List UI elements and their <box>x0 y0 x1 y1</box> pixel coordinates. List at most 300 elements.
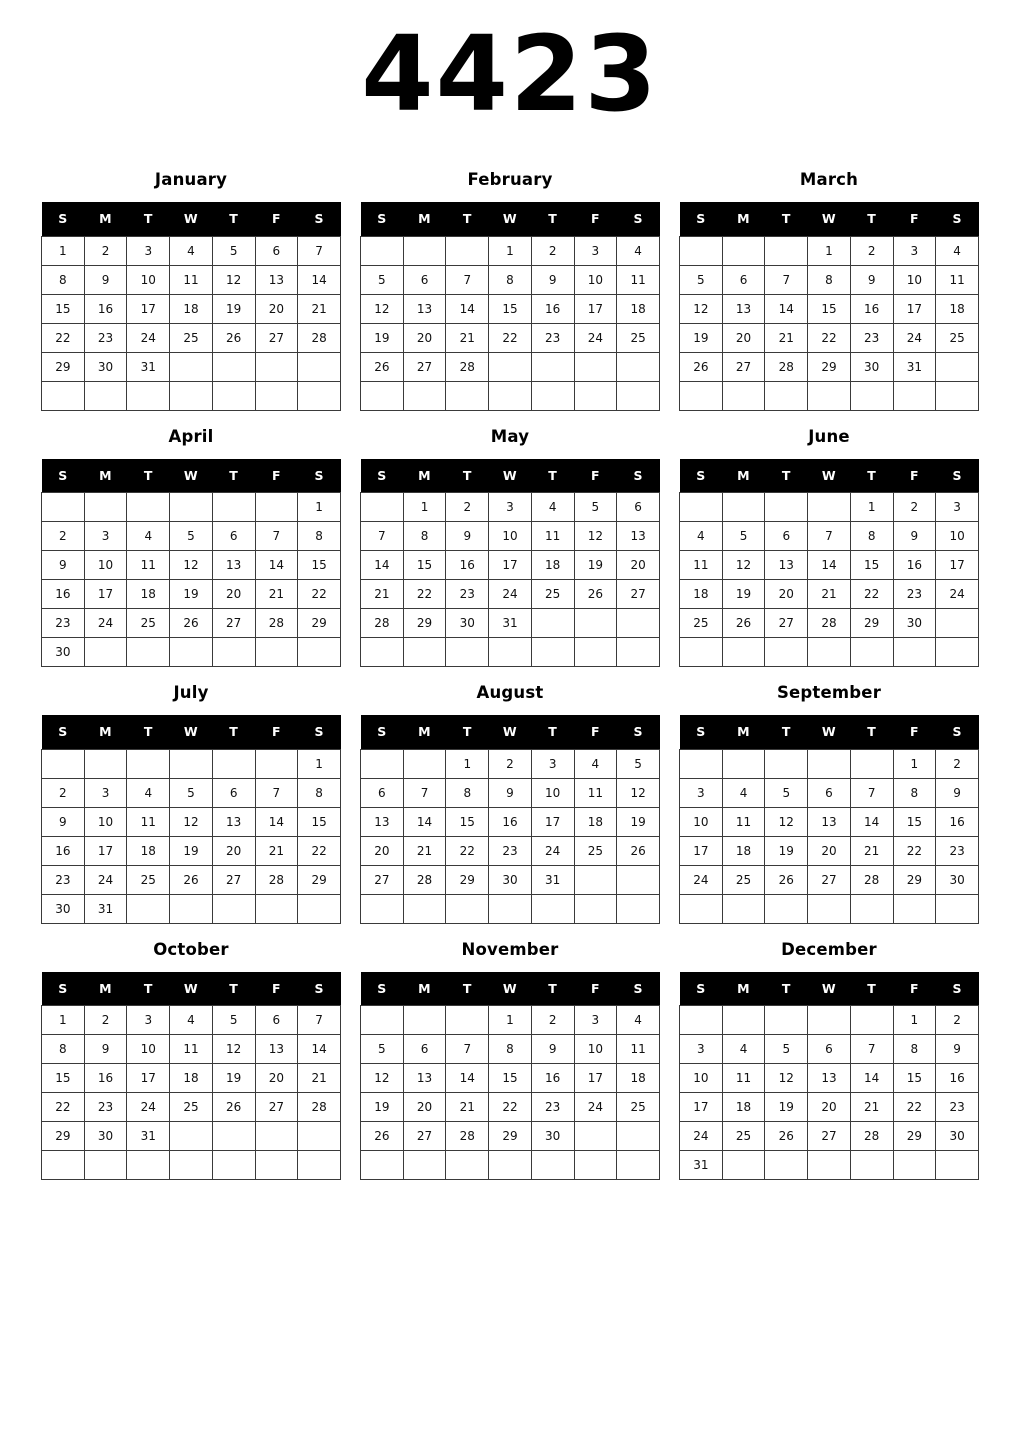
day-cell[interactable]: 29 <box>42 352 85 381</box>
day-cell[interactable]: 3 <box>84 778 127 807</box>
day-cell[interactable]: 20 <box>403 1093 446 1122</box>
day-cell[interactable]: 29 <box>893 865 936 894</box>
day-cell[interactable]: 15 <box>850 551 893 580</box>
day-cell[interactable]: 16 <box>84 294 127 323</box>
day-cell[interactable]: 26 <box>170 609 213 638</box>
day-cell[interactable]: 11 <box>127 807 170 836</box>
day-cell[interactable]: 25 <box>127 865 170 894</box>
day-cell[interactable]: 4 <box>574 749 617 778</box>
day-cell[interactable]: 12 <box>765 807 808 836</box>
day-cell[interactable]: 26 <box>722 609 765 638</box>
day-cell[interactable]: 30 <box>84 1122 127 1151</box>
day-cell[interactable]: 26 <box>765 865 808 894</box>
day-cell[interactable]: 21 <box>446 323 489 352</box>
day-cell[interactable]: 29 <box>893 1122 936 1151</box>
day-cell[interactable]: 21 <box>255 580 298 609</box>
day-cell[interactable]: 14 <box>446 294 489 323</box>
day-cell[interactable]: 30 <box>850 352 893 381</box>
day-cell[interactable]: 17 <box>893 294 936 323</box>
day-cell[interactable]: 25 <box>722 865 765 894</box>
day-cell[interactable]: 25 <box>170 1093 213 1122</box>
day-cell[interactable]: 4 <box>170 1006 213 1035</box>
day-cell[interactable]: 26 <box>617 836 660 865</box>
day-cell[interactable]: 3 <box>936 493 979 522</box>
day-cell[interactable]: 17 <box>574 1064 617 1093</box>
day-cell[interactable]: 8 <box>298 778 341 807</box>
day-cell[interactable]: 11 <box>574 778 617 807</box>
day-cell[interactable]: 8 <box>403 522 446 551</box>
day-cell[interactable]: 21 <box>361 580 404 609</box>
day-cell[interactable]: 11 <box>617 1035 660 1064</box>
day-cell[interactable]: 19 <box>722 580 765 609</box>
day-cell[interactable]: 18 <box>617 294 660 323</box>
day-cell[interactable]: 1 <box>42 236 85 265</box>
day-cell[interactable]: 2 <box>893 493 936 522</box>
day-cell[interactable]: 5 <box>170 522 213 551</box>
day-cell[interactable]: 9 <box>893 522 936 551</box>
day-cell[interactable]: 31 <box>489 609 532 638</box>
day-cell[interactable]: 13 <box>808 1064 851 1093</box>
day-cell[interactable]: 15 <box>893 1064 936 1093</box>
day-cell[interactable]: 12 <box>212 1035 255 1064</box>
day-cell[interactable]: 12 <box>680 294 723 323</box>
day-cell[interactable]: 24 <box>680 1122 723 1151</box>
day-cell[interactable]: 16 <box>936 1064 979 1093</box>
day-cell[interactable]: 29 <box>489 1122 532 1151</box>
day-cell[interactable]: 27 <box>403 1122 446 1151</box>
day-cell[interactable]: 10 <box>574 265 617 294</box>
day-cell[interactable]: 23 <box>531 323 574 352</box>
day-cell[interactable]: 10 <box>893 265 936 294</box>
day-cell[interactable]: 13 <box>617 522 660 551</box>
day-cell[interactable]: 4 <box>722 778 765 807</box>
day-cell[interactable]: 18 <box>936 294 979 323</box>
day-cell[interactable]: 6 <box>212 778 255 807</box>
day-cell[interactable]: 8 <box>42 1035 85 1064</box>
day-cell[interactable]: 1 <box>850 493 893 522</box>
day-cell[interactable]: 5 <box>680 265 723 294</box>
day-cell[interactable]: 3 <box>680 778 723 807</box>
day-cell[interactable]: 15 <box>42 1064 85 1093</box>
day-cell[interactable]: 24 <box>574 1093 617 1122</box>
day-cell[interactable]: 13 <box>212 807 255 836</box>
day-cell[interactable]: 28 <box>446 1122 489 1151</box>
day-cell[interactable]: 5 <box>212 1006 255 1035</box>
day-cell[interactable]: 17 <box>680 836 723 865</box>
day-cell[interactable]: 28 <box>850 865 893 894</box>
day-cell[interactable]: 6 <box>808 1035 851 1064</box>
day-cell[interactable]: 28 <box>298 1093 341 1122</box>
day-cell[interactable]: 5 <box>617 749 660 778</box>
day-cell[interactable]: 26 <box>170 865 213 894</box>
day-cell[interactable]: 14 <box>255 551 298 580</box>
day-cell[interactable]: 24 <box>680 865 723 894</box>
day-cell[interactable]: 18 <box>574 807 617 836</box>
day-cell[interactable]: 18 <box>170 294 213 323</box>
day-cell[interactable]: 21 <box>403 836 446 865</box>
day-cell[interactable]: 12 <box>170 807 213 836</box>
day-cell[interactable]: 8 <box>446 778 489 807</box>
day-cell[interactable]: 16 <box>531 294 574 323</box>
day-cell[interactable]: 20 <box>212 836 255 865</box>
day-cell[interactable]: 13 <box>765 551 808 580</box>
day-cell[interactable]: 11 <box>617 265 660 294</box>
day-cell[interactable]: 7 <box>808 522 851 551</box>
day-cell[interactable]: 26 <box>212 323 255 352</box>
day-cell[interactable]: 25 <box>531 580 574 609</box>
day-cell[interactable]: 8 <box>42 265 85 294</box>
day-cell[interactable]: 2 <box>936 1006 979 1035</box>
day-cell[interactable]: 8 <box>808 265 851 294</box>
day-cell[interactable]: 19 <box>574 551 617 580</box>
day-cell[interactable]: 25 <box>574 836 617 865</box>
day-cell[interactable]: 28 <box>403 865 446 894</box>
day-cell[interactable]: 16 <box>42 836 85 865</box>
day-cell[interactable]: 26 <box>680 352 723 381</box>
day-cell[interactable]: 16 <box>84 1064 127 1093</box>
day-cell[interactable]: 10 <box>936 522 979 551</box>
day-cell[interactable]: 14 <box>850 807 893 836</box>
day-cell[interactable]: 23 <box>446 580 489 609</box>
day-cell[interactable]: 27 <box>722 352 765 381</box>
day-cell[interactable]: 20 <box>808 1093 851 1122</box>
day-cell[interactable]: 9 <box>42 807 85 836</box>
day-cell[interactable]: 16 <box>936 807 979 836</box>
day-cell[interactable]: 6 <box>617 493 660 522</box>
day-cell[interactable]: 1 <box>298 749 341 778</box>
day-cell[interactable]: 17 <box>574 294 617 323</box>
day-cell[interactable]: 1 <box>893 1006 936 1035</box>
day-cell[interactable]: 20 <box>361 836 404 865</box>
day-cell[interactable]: 28 <box>298 323 341 352</box>
day-cell[interactable]: 31 <box>127 1122 170 1151</box>
day-cell[interactable]: 26 <box>574 580 617 609</box>
day-cell[interactable]: 12 <box>765 1064 808 1093</box>
day-cell[interactable]: 19 <box>617 807 660 836</box>
day-cell[interactable]: 5 <box>765 1035 808 1064</box>
day-cell[interactable]: 19 <box>170 580 213 609</box>
day-cell[interactable]: 9 <box>489 778 532 807</box>
day-cell[interactable]: 23 <box>936 1093 979 1122</box>
day-cell[interactable]: 15 <box>446 807 489 836</box>
day-cell[interactable]: 16 <box>42 580 85 609</box>
day-cell[interactable]: 6 <box>212 522 255 551</box>
day-cell[interactable]: 17 <box>84 580 127 609</box>
day-cell[interactable]: 4 <box>531 493 574 522</box>
day-cell[interactable]: 23 <box>850 323 893 352</box>
day-cell[interactable]: 27 <box>255 1093 298 1122</box>
day-cell[interactable]: 14 <box>298 265 341 294</box>
day-cell[interactable]: 2 <box>531 236 574 265</box>
day-cell[interactable]: 6 <box>255 1006 298 1035</box>
day-cell[interactable]: 9 <box>84 1035 127 1064</box>
day-cell[interactable]: 21 <box>850 836 893 865</box>
day-cell[interactable]: 28 <box>446 352 489 381</box>
day-cell[interactable]: 3 <box>127 236 170 265</box>
day-cell[interactable]: 28 <box>850 1122 893 1151</box>
day-cell[interactable]: 4 <box>617 1006 660 1035</box>
day-cell[interactable]: 22 <box>42 323 85 352</box>
day-cell[interactable]: 6 <box>722 265 765 294</box>
day-cell[interactable]: 19 <box>765 836 808 865</box>
day-cell[interactable]: 15 <box>893 807 936 836</box>
day-cell[interactable]: 28 <box>765 352 808 381</box>
day-cell[interactable]: 14 <box>298 1035 341 1064</box>
day-cell[interactable]: 14 <box>765 294 808 323</box>
day-cell[interactable]: 1 <box>893 749 936 778</box>
day-cell[interactable]: 25 <box>936 323 979 352</box>
day-cell[interactable]: 12 <box>212 265 255 294</box>
day-cell[interactable]: 30 <box>531 1122 574 1151</box>
day-cell[interactable]: 15 <box>808 294 851 323</box>
day-cell[interactable]: 18 <box>127 580 170 609</box>
day-cell[interactable]: 2 <box>42 778 85 807</box>
day-cell[interactable]: 22 <box>893 1093 936 1122</box>
day-cell[interactable]: 3 <box>84 522 127 551</box>
day-cell[interactable]: 2 <box>489 749 532 778</box>
day-cell[interactable]: 23 <box>936 836 979 865</box>
day-cell[interactable]: 14 <box>850 1064 893 1093</box>
day-cell[interactable]: 22 <box>850 580 893 609</box>
day-cell[interactable]: 7 <box>255 778 298 807</box>
day-cell[interactable]: 9 <box>936 1035 979 1064</box>
day-cell[interactable]: 22 <box>403 580 446 609</box>
day-cell[interactable]: 20 <box>722 323 765 352</box>
day-cell[interactable]: 22 <box>42 1093 85 1122</box>
day-cell[interactable]: 11 <box>170 265 213 294</box>
day-cell[interactable]: 19 <box>212 1064 255 1093</box>
day-cell[interactable]: 31 <box>893 352 936 381</box>
day-cell[interactable]: 9 <box>531 265 574 294</box>
day-cell[interactable]: 15 <box>298 551 341 580</box>
day-cell[interactable]: 11 <box>680 551 723 580</box>
day-cell[interactable]: 25 <box>617 323 660 352</box>
day-cell[interactable]: 13 <box>255 265 298 294</box>
day-cell[interactable]: 7 <box>255 522 298 551</box>
day-cell[interactable]: 4 <box>680 522 723 551</box>
day-cell[interactable]: 10 <box>680 1064 723 1093</box>
day-cell[interactable]: 2 <box>850 236 893 265</box>
day-cell[interactable]: 9 <box>84 265 127 294</box>
day-cell[interactable]: 30 <box>936 1122 979 1151</box>
day-cell[interactable]: 27 <box>808 865 851 894</box>
day-cell[interactable]: 17 <box>127 294 170 323</box>
day-cell[interactable]: 21 <box>765 323 808 352</box>
day-cell[interactable]: 9 <box>42 551 85 580</box>
day-cell[interactable]: 13 <box>212 551 255 580</box>
day-cell[interactable]: 6 <box>255 236 298 265</box>
day-cell[interactable]: 18 <box>170 1064 213 1093</box>
day-cell[interactable]: 27 <box>212 865 255 894</box>
day-cell[interactable]: 5 <box>361 1035 404 1064</box>
day-cell[interactable]: 2 <box>531 1006 574 1035</box>
day-cell[interactable]: 18 <box>617 1064 660 1093</box>
day-cell[interactable]: 4 <box>127 778 170 807</box>
day-cell[interactable]: 4 <box>617 236 660 265</box>
day-cell[interactable]: 30 <box>42 638 85 667</box>
day-cell[interactable]: 13 <box>722 294 765 323</box>
day-cell[interactable]: 15 <box>403 551 446 580</box>
day-cell[interactable]: 12 <box>617 778 660 807</box>
day-cell[interactable]: 26 <box>361 352 404 381</box>
day-cell[interactable]: 7 <box>850 778 893 807</box>
day-cell[interactable]: 21 <box>255 836 298 865</box>
day-cell[interactable]: 20 <box>212 580 255 609</box>
day-cell[interactable]: 7 <box>361 522 404 551</box>
day-cell[interactable]: 3 <box>127 1006 170 1035</box>
day-cell[interactable]: 6 <box>403 1035 446 1064</box>
day-cell[interactable]: 3 <box>531 749 574 778</box>
day-cell[interactable]: 22 <box>808 323 851 352</box>
day-cell[interactable]: 2 <box>42 522 85 551</box>
day-cell[interactable]: 8 <box>489 1035 532 1064</box>
day-cell[interactable]: 29 <box>808 352 851 381</box>
day-cell[interactable]: 19 <box>361 1093 404 1122</box>
day-cell[interactable]: 21 <box>298 1064 341 1093</box>
day-cell[interactable]: 12 <box>170 551 213 580</box>
day-cell[interactable]: 3 <box>680 1035 723 1064</box>
day-cell[interactable]: 9 <box>850 265 893 294</box>
day-cell[interactable]: 10 <box>531 778 574 807</box>
day-cell[interactable]: 17 <box>531 807 574 836</box>
day-cell[interactable]: 27 <box>212 609 255 638</box>
day-cell[interactable]: 11 <box>127 551 170 580</box>
day-cell[interactable]: 29 <box>446 865 489 894</box>
day-cell[interactable]: 13 <box>808 807 851 836</box>
day-cell[interactable]: 25 <box>127 609 170 638</box>
day-cell[interactable]: 30 <box>42 894 85 923</box>
day-cell[interactable]: 25 <box>617 1093 660 1122</box>
day-cell[interactable]: 24 <box>531 836 574 865</box>
day-cell[interactable]: 10 <box>84 551 127 580</box>
day-cell[interactable]: 30 <box>446 609 489 638</box>
day-cell[interactable]: 5 <box>170 778 213 807</box>
day-cell[interactable]: 7 <box>446 1035 489 1064</box>
day-cell[interactable]: 31 <box>127 352 170 381</box>
day-cell[interactable]: 3 <box>574 236 617 265</box>
day-cell[interactable]: 30 <box>84 352 127 381</box>
day-cell[interactable]: 18 <box>722 836 765 865</box>
day-cell[interactable]: 8 <box>850 522 893 551</box>
day-cell[interactable]: 19 <box>170 836 213 865</box>
day-cell[interactable]: 3 <box>489 493 532 522</box>
day-cell[interactable]: 26 <box>212 1093 255 1122</box>
day-cell[interactable]: 7 <box>446 265 489 294</box>
day-cell[interactable]: 8 <box>893 1035 936 1064</box>
day-cell[interactable]: 9 <box>446 522 489 551</box>
day-cell[interactable]: 24 <box>893 323 936 352</box>
day-cell[interactable]: 11 <box>722 807 765 836</box>
day-cell[interactable]: 21 <box>446 1093 489 1122</box>
day-cell[interactable]: 7 <box>850 1035 893 1064</box>
day-cell[interactable]: 21 <box>808 580 851 609</box>
day-cell[interactable]: 7 <box>298 1006 341 1035</box>
day-cell[interactable]: 6 <box>808 778 851 807</box>
day-cell[interactable]: 23 <box>42 865 85 894</box>
day-cell[interactable]: 16 <box>446 551 489 580</box>
day-cell[interactable]: 24 <box>127 323 170 352</box>
day-cell[interactable]: 4 <box>722 1035 765 1064</box>
day-cell[interactable]: 6 <box>403 265 446 294</box>
day-cell[interactable]: 29 <box>850 609 893 638</box>
day-cell[interactable]: 2 <box>84 236 127 265</box>
day-cell[interactable]: 12 <box>361 1064 404 1093</box>
day-cell[interactable]: 15 <box>489 1064 532 1093</box>
day-cell[interactable]: 9 <box>531 1035 574 1064</box>
day-cell[interactable]: 2 <box>936 749 979 778</box>
day-cell[interactable]: 8 <box>489 265 532 294</box>
day-cell[interactable]: 7 <box>298 236 341 265</box>
day-cell[interactable]: 12 <box>722 551 765 580</box>
day-cell[interactable]: 16 <box>489 807 532 836</box>
day-cell[interactable]: 29 <box>42 1122 85 1151</box>
day-cell[interactable]: 22 <box>298 836 341 865</box>
day-cell[interactable]: 17 <box>680 1093 723 1122</box>
day-cell[interactable]: 18 <box>531 551 574 580</box>
day-cell[interactable]: 25 <box>680 609 723 638</box>
day-cell[interactable]: 11 <box>531 522 574 551</box>
day-cell[interactable]: 27 <box>361 865 404 894</box>
day-cell[interactable]: 17 <box>489 551 532 580</box>
day-cell[interactable]: 28 <box>255 865 298 894</box>
day-cell[interactable]: 23 <box>531 1093 574 1122</box>
day-cell[interactable]: 7 <box>765 265 808 294</box>
day-cell[interactable]: 17 <box>936 551 979 580</box>
day-cell[interactable]: 20 <box>403 323 446 352</box>
day-cell[interactable]: 26 <box>361 1122 404 1151</box>
day-cell[interactable]: 19 <box>361 323 404 352</box>
day-cell[interactable]: 23 <box>84 1093 127 1122</box>
day-cell[interactable]: 29 <box>298 865 341 894</box>
day-cell[interactable]: 19 <box>765 1093 808 1122</box>
day-cell[interactable]: 16 <box>531 1064 574 1093</box>
day-cell[interactable]: 4 <box>170 236 213 265</box>
day-cell[interactable]: 16 <box>893 551 936 580</box>
day-cell[interactable]: 30 <box>489 865 532 894</box>
day-cell[interactable]: 26 <box>765 1122 808 1151</box>
day-cell[interactable]: 8 <box>893 778 936 807</box>
day-cell[interactable]: 9 <box>936 778 979 807</box>
day-cell[interactable]: 29 <box>403 609 446 638</box>
day-cell[interactable]: 14 <box>446 1064 489 1093</box>
day-cell[interactable]: 2 <box>84 1006 127 1035</box>
day-cell[interactable]: 13 <box>403 1064 446 1093</box>
day-cell[interactable]: 6 <box>361 778 404 807</box>
day-cell[interactable]: 16 <box>850 294 893 323</box>
day-cell[interactable]: 31 <box>84 894 127 923</box>
day-cell[interactable]: 13 <box>361 807 404 836</box>
day-cell[interactable]: 13 <box>255 1035 298 1064</box>
day-cell[interactable]: 21 <box>850 1093 893 1122</box>
day-cell[interactable]: 31 <box>680 1151 723 1180</box>
day-cell[interactable]: 24 <box>84 609 127 638</box>
day-cell[interactable]: 28 <box>808 609 851 638</box>
day-cell[interactable]: 15 <box>42 294 85 323</box>
day-cell[interactable]: 3 <box>574 1006 617 1035</box>
day-cell[interactable]: 17 <box>84 836 127 865</box>
day-cell[interactable]: 8 <box>298 522 341 551</box>
day-cell[interactable]: 21 <box>298 294 341 323</box>
day-cell[interactable]: 20 <box>255 294 298 323</box>
day-cell[interactable]: 1 <box>489 1006 532 1035</box>
day-cell[interactable]: 27 <box>765 609 808 638</box>
day-cell[interactable]: 2 <box>446 493 489 522</box>
day-cell[interactable]: 14 <box>255 807 298 836</box>
day-cell[interactable]: 24 <box>574 323 617 352</box>
day-cell[interactable]: 22 <box>489 323 532 352</box>
day-cell[interactable]: 22 <box>893 836 936 865</box>
day-cell[interactable]: 30 <box>893 609 936 638</box>
